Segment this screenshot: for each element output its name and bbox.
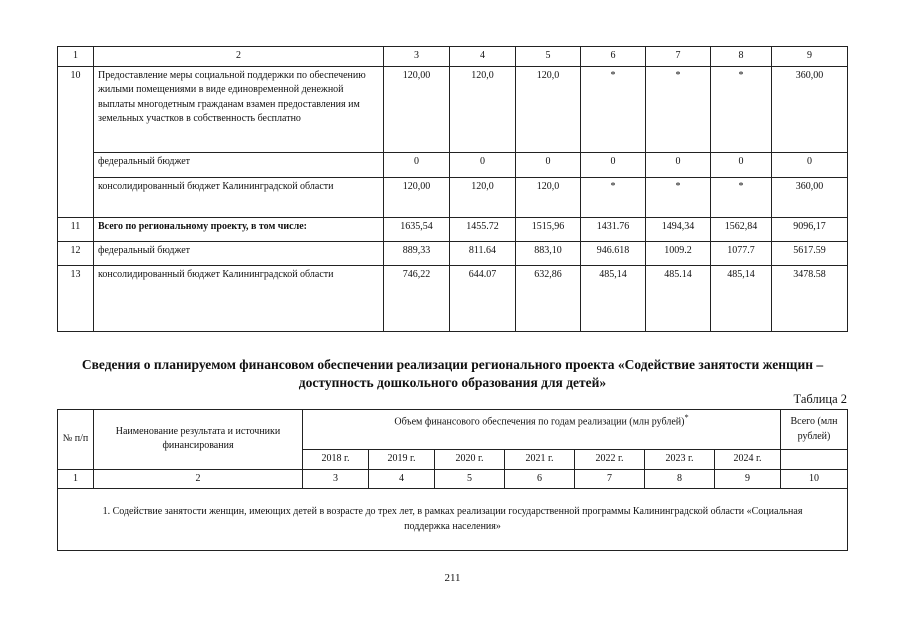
value-cell: 0	[384, 152, 450, 177]
value-cell: 120,00	[384, 66, 450, 152]
value-cell: 3478.58	[772, 265, 848, 331]
value-cell: 1077.7	[711, 241, 772, 265]
year-cell: 2024 г.	[715, 450, 781, 470]
value-cell: 889,33	[384, 241, 450, 265]
value-cell: 746,22	[384, 265, 450, 331]
value-cell: 1635,54	[384, 217, 450, 241]
header-cell: 4	[450, 47, 516, 67]
header-cell: 2	[94, 47, 384, 67]
value-cell: 485,14	[581, 265, 646, 331]
table-row	[58, 177, 848, 217]
value-cell: 0	[581, 152, 646, 177]
col-number-header: № п/п	[58, 410, 94, 470]
header-cell: 5	[516, 47, 581, 67]
row-description: Всего по региональному проекту, в том числе:	[94, 217, 384, 241]
value-cell: 120,0	[516, 66, 581, 152]
value-cell: 360,00	[772, 177, 848, 217]
value-cell: 1455.72	[450, 217, 516, 241]
value-cell: 811.64	[450, 241, 516, 265]
number-cell: 7	[575, 469, 645, 489]
col-volume-text: Объем финансового обеспечения по годам реализации (млн рублей)	[394, 416, 685, 428]
number-cell: 10	[781, 469, 848, 489]
row-description: федеральный бюджет	[94, 241, 384, 265]
value-cell: 0	[450, 152, 516, 177]
value-cell: 5617.59	[772, 241, 848, 265]
numbers-row	[58, 469, 848, 489]
value-cell: 0	[772, 152, 848, 177]
value-cell: 120,0	[450, 66, 516, 152]
value-cell: 9096,17	[772, 217, 848, 241]
row-number: 11	[58, 217, 94, 241]
year-cell: 2022 г.	[575, 450, 645, 470]
value-cell: 485,14	[711, 265, 772, 331]
value-cell: 883,10	[516, 241, 581, 265]
value-cell: 0	[646, 152, 711, 177]
value-cell: 1515,96	[516, 217, 581, 241]
value-cell: 0	[516, 152, 581, 177]
number-cell: 6	[505, 469, 575, 489]
number-cell: 3	[303, 469, 369, 489]
financing-table-1	[57, 46, 848, 332]
value-cell: *	[581, 177, 646, 217]
table-row	[58, 241, 848, 265]
number-cell: 4	[369, 469, 435, 489]
section-row	[58, 489, 848, 551]
section-title: 1. Содействие занятости женщин, имеющих детей в возрасте до трех лет, в рамках реализации государственной программы Калининградской области «Социальная поддержка населения»	[58, 489, 848, 551]
value-cell: 0	[711, 152, 772, 177]
number-cell: 1	[58, 469, 94, 489]
value-cell: 120,0	[450, 177, 516, 217]
value-cell: 120,0	[516, 177, 581, 217]
table-row	[58, 66, 848, 152]
value-cell: 485.14	[646, 265, 711, 331]
row-description: федеральный бюджет	[94, 152, 384, 177]
header-cell: 8	[711, 47, 772, 67]
header-cell: 9	[772, 47, 848, 67]
footnote-mark: *	[684, 413, 689, 422]
value-cell: 1431.76	[581, 217, 646, 241]
value-cell: 360,00	[772, 66, 848, 152]
value-cell: *	[646, 66, 711, 152]
value-cell: 1009.2	[646, 241, 711, 265]
year-cell: 2023 г.	[645, 450, 715, 470]
row-description: консолидированный бюджет Калининградской области	[94, 265, 384, 331]
section-heading: Сведения о планируемом финансовом обеспечении реализации регионального проекта «Содействие занятости женщин – доступность дошкольного образования для детей»	[81, 357, 824, 391]
number-cell: 2	[94, 469, 303, 489]
row-number: 12	[58, 241, 94, 265]
page-number: 211	[444, 572, 461, 584]
year-cell: 2019 г.	[369, 450, 435, 470]
value-cell: *	[711, 66, 772, 152]
header-cell: 7	[646, 47, 711, 67]
value-cell: 644.07	[450, 265, 516, 331]
value-cell: *	[711, 177, 772, 217]
row-number: 13	[58, 265, 94, 331]
number-cell: 5	[435, 469, 505, 489]
col-name-header: Наименование результата и источники финансирования	[94, 410, 303, 470]
header-row	[58, 47, 848, 67]
row-number: 10	[58, 66, 94, 217]
table-caption: Таблица 2	[793, 392, 847, 406]
value-cell: 632,86	[516, 265, 581, 331]
year-cell: 2018 г.	[303, 450, 369, 470]
value-cell: 1494,34	[646, 217, 711, 241]
year-cell: 2020 г.	[435, 450, 505, 470]
header-cell: 6	[581, 47, 646, 67]
empty-cell	[781, 450, 848, 470]
header-cell: 1	[58, 47, 94, 67]
table-row	[58, 265, 848, 331]
value-cell: *	[646, 177, 711, 217]
table-row	[58, 152, 848, 177]
year-cell: 2021 г.	[505, 450, 575, 470]
row-description: консолидированный бюджет Калининградской области	[94, 177, 384, 217]
number-cell: 9	[715, 469, 781, 489]
col-volume-header	[303, 410, 781, 450]
value-cell: 120,00	[384, 177, 450, 217]
value-cell: 1562,84	[711, 217, 772, 241]
table-row	[58, 217, 848, 241]
value-cell: *	[581, 66, 646, 152]
value-cell: 946.618	[581, 241, 646, 265]
row-description: Предоставление меры социальной поддержки по обеспечению жилыми помещениями в виде единовременной денежной выплаты многодетным гражданам взамен предоставления им земельных участков в собственность бесплатно	[94, 66, 384, 152]
header-cell: 3	[384, 47, 450, 67]
header-row	[58, 410, 848, 450]
financing-table-2	[57, 409, 848, 551]
number-cell: 8	[645, 469, 715, 489]
col-total-header: Всего (млн рублей)	[781, 410, 848, 450]
